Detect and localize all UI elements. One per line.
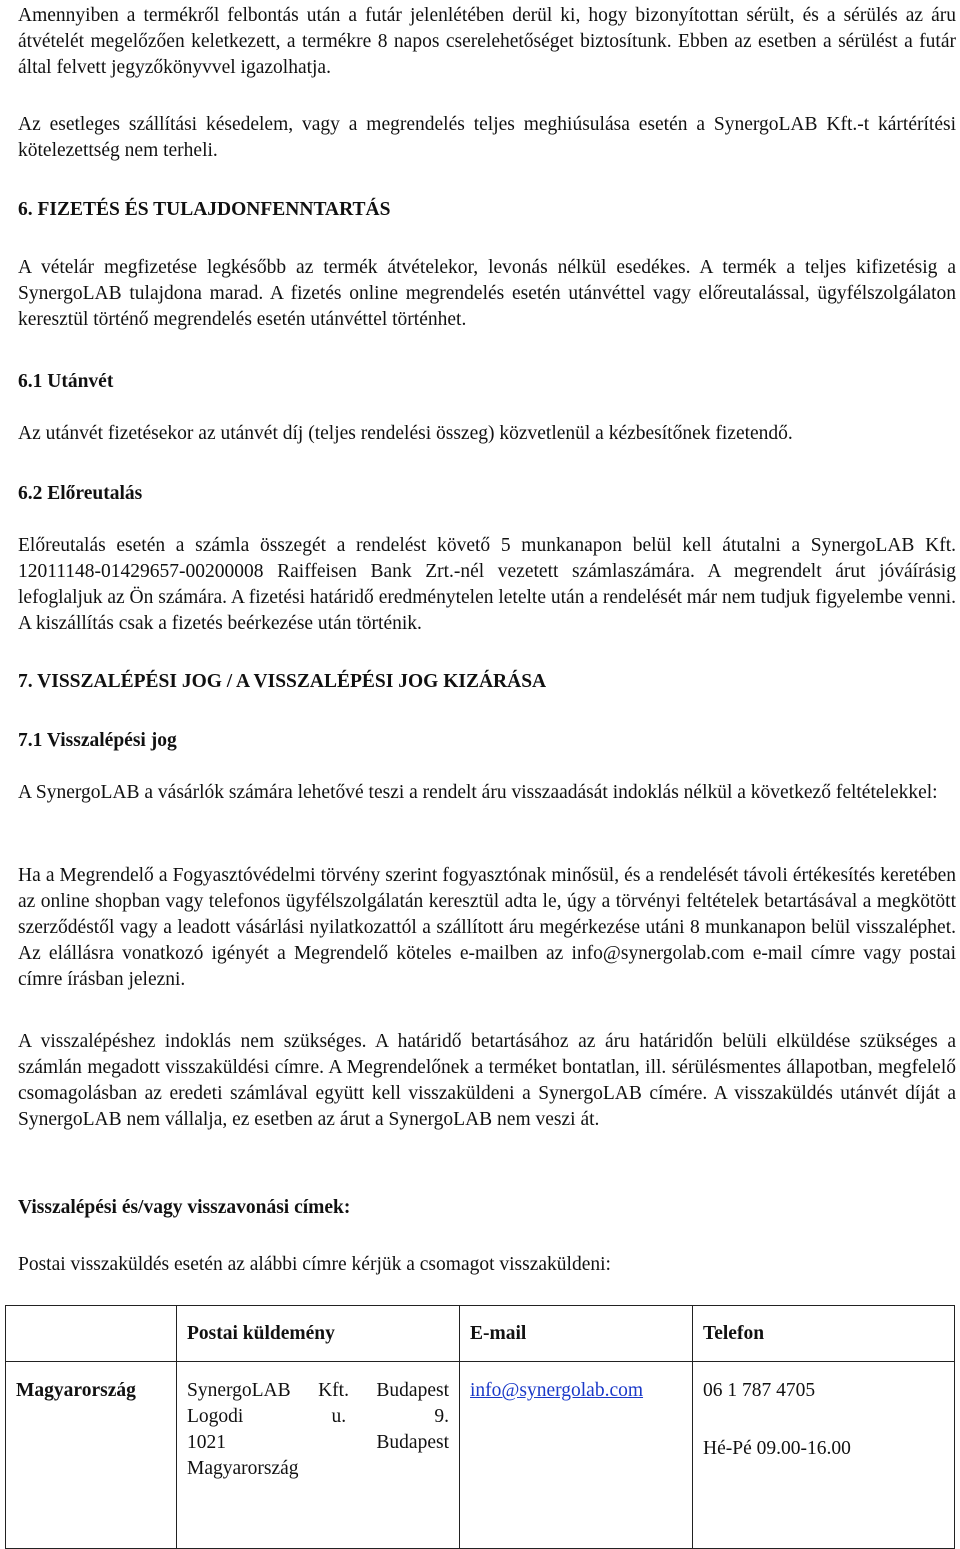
table-cell-country: Magyarország — [6, 1362, 177, 1549]
paragraph-return-rules: A visszalépéshez indoklás nem szükséges. A határidő betartásához az áru határidőn belüli elküldése szükséges a számlán megadott visszaküldési címre. A Megrendelőnek a terméket bontatlan, ill. sérülésmentes állapotban, megfelelő csomagolásban az eredeti számlával együtt kell visszaküldeni a SynergoLAB címére. A visszaküldés utánvét díját a SynergoLAB nem vállalja, ez esetben az árut a SynergoLAB nem veszi át. — [18, 1031, 956, 1130]
heading-section-7: 7. VISSZALÉPÉSI JOG / A VISSZALÉPÉSI JOG KIZÁRÁSA — [18, 671, 547, 692]
table-header-postal: Postai küldemény — [177, 1306, 460, 1362]
email-link[interactable]: info@synergolab.com — [470, 1380, 644, 1401]
paragraph-postal-return: Postai visszaküldés esetén az alábbi címre kérjük a csomagot visszaküldeni: — [18, 1254, 611, 1275]
paragraph-payment: A vételár megfizetése legkésőbb az termék átvételekor, levonás nélkül esedékes. A termék a teljes kifizetésig a SynergoLAB tulajdona marad. A fizetés online megrendelés esetén utánvéttel vagy előreutalással, ügyfélszolgálaton keresztül történő megrendelés esetén utánvéttel történhet. — [18, 257, 956, 330]
paragraph-withdrawal-conditions: Ha a Megrendelő a Fogyasztóvédelmi törvény szerint fogyasztónak minősül, és a rendelését távoli értékesítés keretében az online shopban vagy telefonos ügyfélszolgálatán keresztül adta le, úgy a törvényi feltételek betartásával a megkötött szerződéstől vagy a leadott vásárlási nyilatkozattól a szállított áru megérkezése utáni 8 munkanapon belül visszaléphet. Az elállásra vonatkozó igényét a Megrendelő köteles e-mailben az info@synergolab.com e-mail címre vagy postai címre írásban jelezni. — [18, 865, 956, 990]
return-address-table — [5, 1305, 955, 1549]
phone-number: 06 1 787 4705 — [703, 1380, 816, 1401]
paragraph-delay: Az esetleges szállítási késedelem, vagy a megrendelés teljes meghiúsulása esetén a SynergoLAB Kft.-t kártérítési kötelezettség nem terheli. — [18, 114, 956, 161]
address-line: Logodi u. 9. — [187, 1406, 449, 1427]
address-line: Magyarország — [187, 1458, 299, 1479]
heading-section-6: 6. FIZETÉS ÉS TULAJDONFENNTARTÁS — [18, 199, 391, 220]
paragraph-damage: Amennyiben a termékről felbontás után a futár jelenlétében derül ki, hogy bizonyítottan sérült, és a sérülés az áru átvételét megelőzően keletkezett, a termékre 8 napos cserelehetőséget biztosítunk. Ebben az esetben a sérülést a futár által felvett jegyzőkönyvvel igazolhatja. — [18, 5, 956, 78]
office-hours: Hé-Pé 09.00-16.00 — [703, 1438, 851, 1459]
address-line: SynergoLAB Kft. Budapest — [187, 1380, 449, 1401]
table-cell-email — [460, 1362, 693, 1549]
heading-return-addresses: Visszalépési és/vagy visszavonási címek: — [18, 1197, 351, 1218]
table-cell-address — [177, 1362, 460, 1549]
table-header-empty — [6, 1306, 177, 1362]
paragraph-prepayment: Előreutalás esetén a számla összegét a rendelést követő 5 munkanapon belül kell átutalni a SynergoLAB Kft. 12011148-01429657-00200008 Raiffeisen Bank Zrt.-nél vezetett számlaszámára. A megrendelt árut jóváírásig lefoglaljuk az Ön számára. A fizetési határidő eredménytelen letelte után a rendelését már nem tudjuk figyelembe venni. A kiszállítás csak a fizetés beérkezése után történik. — [18, 535, 956, 634]
paragraph-cod: Az utánvét fizetésekor az utánvét díj (teljes rendelési összeg) közvetlenül a kézbesítőnek fizetendő. — [18, 423, 793, 444]
table-cell-phone — [693, 1362, 955, 1549]
heading-section-6-1: 6.1 Utánvét — [18, 371, 114, 392]
table-header-email: E-mail — [460, 1306, 693, 1362]
heading-section-6-2: 6.2 Előreutalás — [18, 483, 143, 504]
table-row — [6, 1362, 955, 1549]
table-header-row — [6, 1306, 955, 1362]
heading-section-7-1: 7.1 Visszalépési jog — [18, 730, 177, 751]
paragraph-withdrawal-intro: A SynergoLAB a vásárlók számára lehetővé teszi a rendelt áru visszaadását indoklás nélkül a következő feltételekkel: — [18, 782, 938, 803]
address-line: 1021 Budapest — [187, 1432, 449, 1453]
table-header-phone: Telefon — [693, 1306, 955, 1362]
